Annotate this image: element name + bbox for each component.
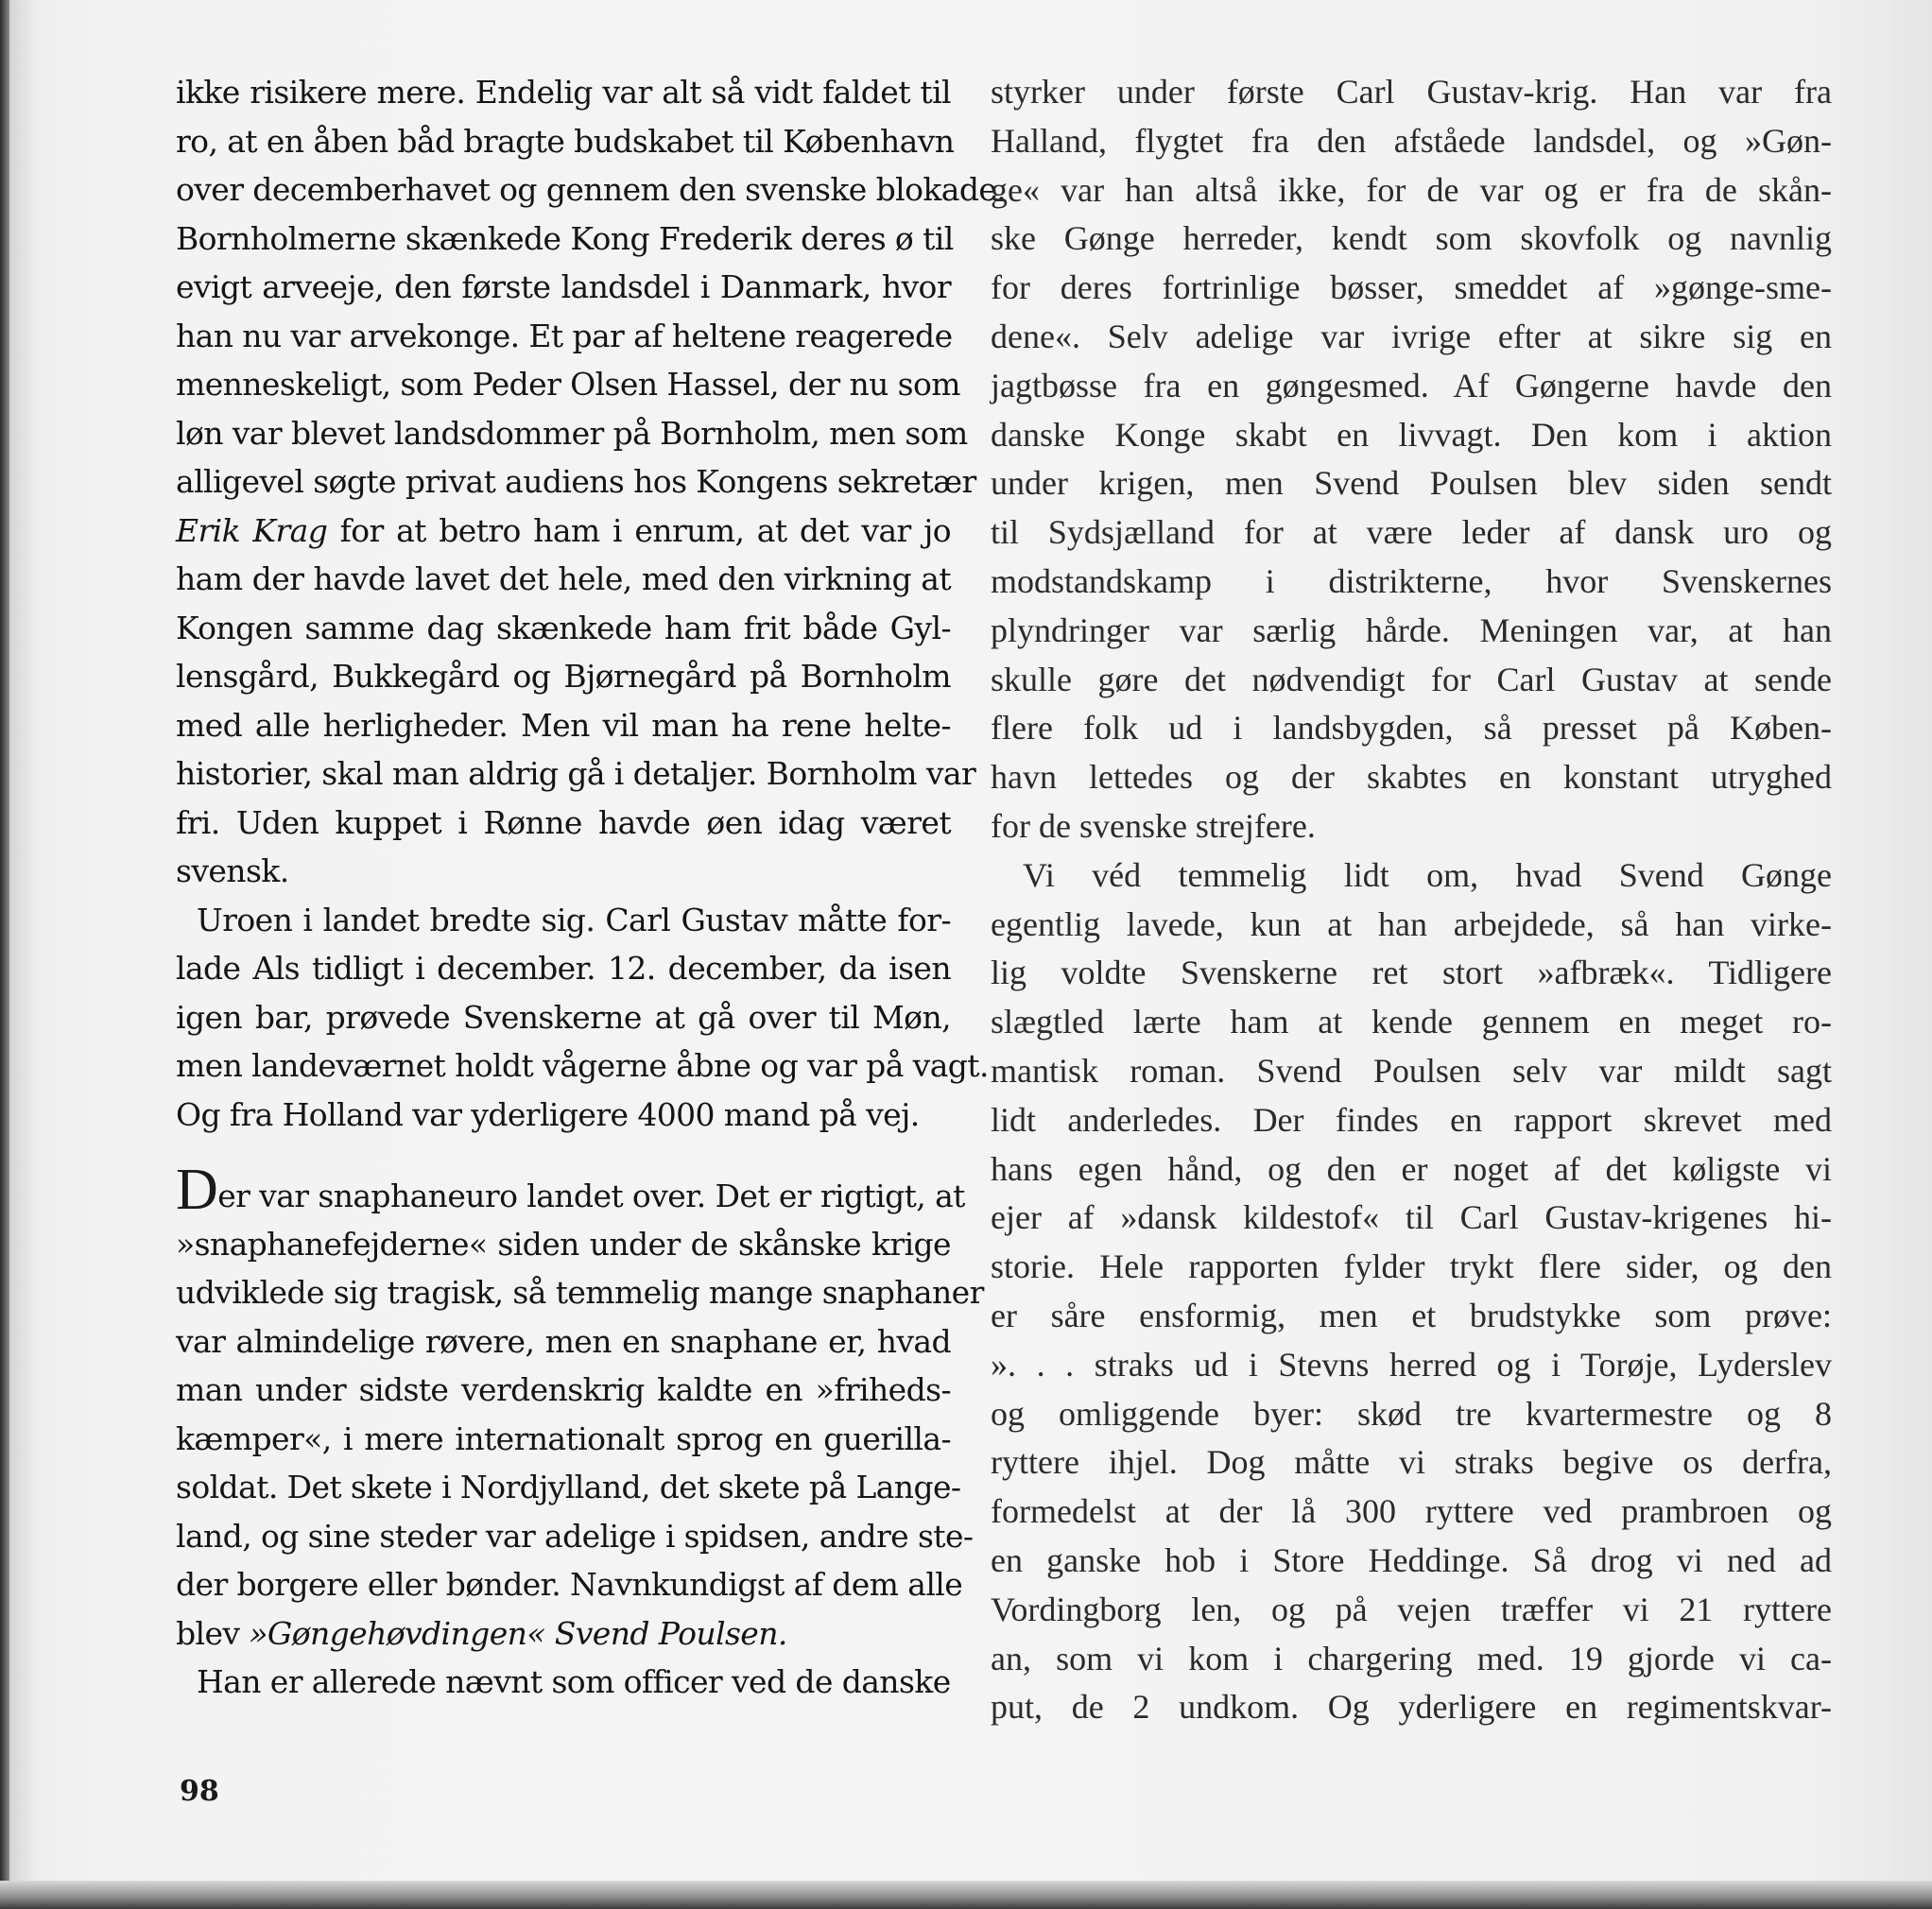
text-line: plyndringer var særlig hårde. Meningen var, at han	[991, 611, 1832, 649]
text-line: ikke risikere mere. Endelig var alt så vidt faldet til	[176, 74, 951, 111]
text-line: lade Als tidligt i december. 12. december, da isen	[176, 950, 951, 987]
text-span: er var snaphaneuro landet over. Det er rigtigt, at	[217, 1178, 965, 1214]
text-line: for deres fortrinlige bøsser, smeddet af »gønge-sme-	[991, 268, 1832, 307]
text-line: modstandskamp i distrikterne, hvor Svenskernes	[991, 561, 1832, 600]
text-line: evigt arveeje, den første landsdel i Danmark, hvor	[176, 268, 951, 305]
text-line: danske Konge skabt en livvagt. Den kom i aktion	[991, 415, 1832, 454]
text-line: under krigen, men Svend Poulsen blev siden sendt	[991, 464, 1832, 503]
text-line: svensk.	[176, 852, 289, 889]
text-line: Og fra Holland var yderligere 4000 mand på vej.	[176, 1095, 920, 1133]
page-bottom-edge	[0, 1881, 1932, 1909]
text-line: soldat. Det skete i Nordjylland, det skete på Lange-	[176, 1469, 961, 1505]
text-line: og omliggende byer: skød tre kvartermestre og 8	[991, 1394, 1832, 1433]
drop-cap: D	[176, 1158, 218, 1222]
text-line: ». . . straks ud i Stevns herred og i Torøje, Lyderslev	[991, 1345, 1832, 1384]
text-line: alligevel søgte privat audiens hos Kongens sekretær	[176, 463, 976, 500]
text-line: Vordingborg len, og på vejen træffer vi 21 ryttere	[991, 1590, 1832, 1628]
text-line: lidt anderledes. Der findes en rapport skrevet med	[991, 1100, 1832, 1139]
text-line: fri. Uden kuppet i Rønne havde øen idag været	[176, 803, 951, 841]
text-line: er såre ensformig, men et brudstykke som prøve:	[991, 1296, 1832, 1334]
text-line: ham der havde lavet det hele, med den virkning at	[176, 560, 951, 597]
text-line: Kongen samme dag skænkede ham frit både Gyl-	[176, 609, 951, 646]
italic-name: »Gøngehøvdingen« Svend Poulsen.	[249, 1614, 787, 1652]
text-line: put, de 2 undkom. Og yderligere en regimentskvar-	[991, 1688, 1832, 1727]
text-line: ske Gønge herreder, kendt som skovfolk og navnlig	[991, 219, 1832, 258]
text-line: lig voldte Svenskerne ret stort »afbræk«. Tidligere	[991, 954, 1832, 992]
text-line: Vi véd temmelig lidt om, hvad Svend Gønge	[1023, 855, 1832, 894]
text-line: med alle herligheder. Men vil man ha rene helte-	[176, 706, 951, 744]
text-line: Uroen i landet bredte sig. Carl Gustav måtte for-	[197, 901, 951, 938]
right-column	[991, 68, 1832, 1732]
text-line: dene«. Selv adelige var ivrige efter at sikre sig en	[991, 317, 1832, 355]
page-number: 98	[180, 1775, 219, 1808]
text-line: formedelst at der lå 300 ryttere ved prambroen og	[991, 1492, 1832, 1531]
book-spine	[0, 0, 9, 1909]
text-line: man under sidste verdenskrig kaldte en »friheds-	[176, 1371, 951, 1408]
text-line: skulle gøre det nødvendigt for Carl Gustav at sende	[991, 660, 1832, 698]
text-line: var almindelige røvere, men en snaphane er, hvad	[176, 1322, 951, 1360]
text-line	[176, 1609, 951, 1659]
text-line: storie. Hele rapporten fylder trykt flere sider, og den	[991, 1247, 1832, 1286]
text-line: land, og sine steder var adelige i spidsen, andre ste-	[176, 1517, 974, 1555]
text-line: over decemberhavet og gennem den svenske blokade.	[176, 171, 1007, 208]
text-line: der borgere eller bønder. Navnkundigst af dem alle	[176, 1566, 963, 1603]
text-line	[176, 507, 951, 556]
section-gap	[176, 1139, 951, 1171]
text-line: for de svenske strejfere.	[991, 806, 1316, 845]
text-line: men landeværnet holdt vågerne åbne og var på vagt.	[176, 1047, 989, 1084]
text-span: for at betro ham i enrum, at det var jo	[339, 511, 951, 549]
text-line: mantisk roman. Svend Poulsen selv var mildt sagt	[991, 1051, 1832, 1090]
text-line: egentlig lavede, kun at han arbejdede, så han virke-	[991, 904, 1832, 943]
text-line: ro, at en åben båd bragte budskabet til København	[176, 122, 955, 160]
text-line: ryttere ihjel. Dog måtte vi straks begive os derfra,	[991, 1443, 1832, 1482]
text-line: menneskeligt, som Peder Olsen Hassel, der nu som	[176, 366, 960, 403]
text-line: »snaphanefejderne« siden under de skånske krige	[176, 1225, 951, 1263]
text-line: Halland, flygtet fra den afståede landsdel, og »Gøn-	[991, 121, 1832, 160]
text-line: havn lettedes og der skabtes en konstant utryghed	[991, 758, 1832, 797]
left-column	[176, 68, 1007, 1707]
text-line: til Sydsjælland for at være leder af dansk uro og	[991, 513, 1832, 552]
text-line: igen bar, prøvede Svenskerne at gå over til Møn,	[176, 998, 951, 1036]
text-line: styrker under første Carl Gustav-krig. Han var fra	[991, 73, 1832, 111]
text-line: ge« var han altså ikke, for de var og er fra de skån-	[991, 170, 1832, 209]
text-line: udviklede sig tragisk, så temmelig mange snaphaner	[176, 1274, 984, 1311]
text-line: løn var blevet landsdommer på Bornholm, men som	[176, 414, 968, 452]
text-line: ejer af »dansk kildestof« til Carl Gustav-krigenes hi-	[991, 1198, 1832, 1237]
text-line: kæmper«, i mere internationalt sprog en guerilla-	[176, 1419, 951, 1457]
text-line: Han er allerede nævnt som officer ved de danske	[197, 1663, 951, 1700]
text-span: blev	[176, 1614, 250, 1652]
text-line: Bornholmerne skænkede Kong Frederik deres ø til	[176, 219, 954, 257]
text-line: lensgård, Bukkegård og Bjørnegård på Bornholm	[176, 658, 951, 695]
text-line	[176, 1158, 965, 1222]
text-line: flere folk ud i landsbygden, så presset på Køben-	[991, 709, 1832, 748]
text-line: slægtled lærte ham at kende gennem en meget ro-	[991, 1003, 1832, 1041]
text-line: historier, skal man aldrig gå i detaljer. Bornholm var	[176, 755, 976, 792]
italic-name: Erik Krag	[176, 511, 328, 549]
text-line: en ganske hob i Store Heddinge. Så drog vi ned ad	[991, 1540, 1832, 1579]
text-line: hans egen hånd, og den er noget af det køligste vi	[991, 1149, 1832, 1188]
text-line: jagtbøsse fra en gøngesmed. Af Gøngerne havde den	[991, 366, 1832, 404]
text-line: han nu var arvekonge. Et par af heltene reagerede	[176, 317, 953, 354]
text-line: an, som vi kom i chargering med. 19 gjorde vi ca-	[991, 1639, 1832, 1677]
